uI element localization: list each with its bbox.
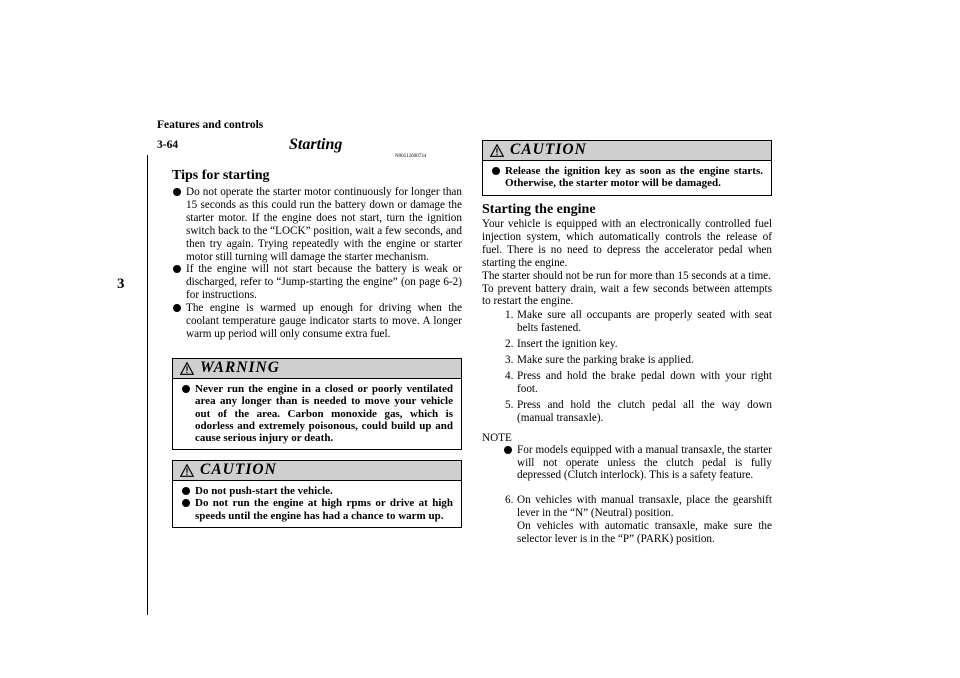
caution-list bbox=[491, 165, 763, 190]
bullet-icon bbox=[173, 304, 181, 312]
page-title: Starting bbox=[289, 136, 343, 153]
chapter-number: 3 bbox=[117, 276, 125, 292]
paragraph: The starter should not be run for more than 15 seconds at a time. bbox=[482, 269, 771, 282]
warning-label: WARNING bbox=[200, 359, 280, 376]
warning-box bbox=[172, 358, 462, 450]
bullet-icon bbox=[182, 385, 190, 393]
bullet-icon bbox=[182, 487, 190, 495]
section-header: Features and controls bbox=[157, 119, 264, 131]
bullet-icon bbox=[182, 499, 190, 507]
warning-triangle-icon bbox=[180, 362, 194, 375]
reference-code: N00512600734 bbox=[395, 154, 427, 159]
caution-label: CAUTION bbox=[510, 141, 587, 158]
list-item: Never run the engine in a closed or poorly ventilated area any longer than is needed to move your vehicle out of the area. Carbon monoxide gas, which is odorless and extremely poisonous, could build up and cause serious injury or death. bbox=[181, 383, 453, 444]
bullet-icon bbox=[173, 188, 181, 196]
left-column bbox=[172, 168, 462, 341]
list-item: For models equipped with a manual transaxle, the starter will not operate unless the clutch pedal is fully depressed (Clutch interlock). This is a safety feature. bbox=[503, 444, 772, 483]
page-number: 3-64 bbox=[157, 139, 179, 151]
warning-header bbox=[173, 359, 461, 379]
list-item: Release the ignition key as soon as the engine starts. Otherwise, the starter motor will be damaged. bbox=[491, 165, 763, 190]
list-item: 2. Insert the ignition key. bbox=[505, 338, 618, 351]
list-item: 5. Press and hold the clutch pedal all the way down (manual transaxle). bbox=[505, 398, 772, 424]
steps-list-continued bbox=[482, 494, 772, 546]
steps-list bbox=[482, 309, 772, 424]
list-item: Do not push-start the vehicle. bbox=[181, 485, 453, 497]
bullet-icon bbox=[173, 265, 181, 273]
tips-heading: Tips for starting bbox=[172, 168, 270, 183]
caution-list bbox=[181, 485, 453, 522]
caution-box-ignition bbox=[482, 140, 772, 196]
list-item: 1. Make sure all occupants are properly seated with seat belts fastened. bbox=[505, 309, 772, 335]
chapter-tab bbox=[111, 155, 148, 615]
caution-header bbox=[173, 461, 461, 481]
tips-list bbox=[172, 186, 462, 341]
caution-body bbox=[483, 161, 771, 195]
bullet-icon bbox=[492, 167, 500, 175]
paragraph: Your vehicle is equipped with an electronically controlled fuel injection system, which automatically controls the release of fuel. There is no need to depress the accelerator pedal when starting the engine. bbox=[482, 218, 772, 269]
warning-body bbox=[173, 379, 461, 449]
caution-box bbox=[172, 460, 462, 528]
caution-triangle-icon bbox=[180, 464, 194, 477]
list-item: Do not operate the starter motor continuously for longer than 15 seconds as this could run the battery down or damage the starter motor. If the engine does not start, turn the ignition switch back to the “LOCK” position, wait a few seconds, and then try again. Trying repeatedly with the engine or starter motor still turning will damage the starter mechanism. bbox=[172, 186, 462, 263]
caution-label: CAUTION bbox=[200, 461, 277, 478]
caution-header bbox=[483, 141, 771, 161]
list-item: 6. On vehicles with manual transaxle, place the gearshift lever in the “N” (Neutral) position. On vehicles with automatic transaxle, make sure the selector lever is in the “P” (PARK) position. bbox=[505, 494, 772, 546]
note-label: NOTE bbox=[482, 431, 512, 444]
paragraph: To prevent battery drain, wait a few seconds between attempts to restart the engine. bbox=[482, 282, 772, 308]
bullet-icon bbox=[504, 446, 512, 454]
list-item: 4. Press and hold the brake pedal down with your right foot. bbox=[505, 369, 772, 395]
right-column bbox=[482, 202, 772, 546]
warning-list bbox=[181, 383, 453, 444]
list-item: 3. Make sure the parking brake is applied. bbox=[505, 354, 694, 367]
caution-body bbox=[173, 481, 461, 527]
list-item: The engine is warmed up enough for driving when the coolant temperature gauge indicator starts to move. A longer warm up period will only consume extra fuel. bbox=[172, 302, 462, 341]
starting-engine-heading: Starting the engine bbox=[482, 202, 596, 217]
list-item: Do not run the engine at high rpms or drive at high speeds until the engine has had a chance to warm up. bbox=[181, 497, 453, 522]
note-list bbox=[482, 444, 772, 483]
list-item: If the engine will not start because the battery is weak or discharged, refer to “Jump-starting the engine” (on page 6-2) for instructions. bbox=[172, 263, 462, 302]
caution-triangle-icon bbox=[490, 144, 504, 157]
